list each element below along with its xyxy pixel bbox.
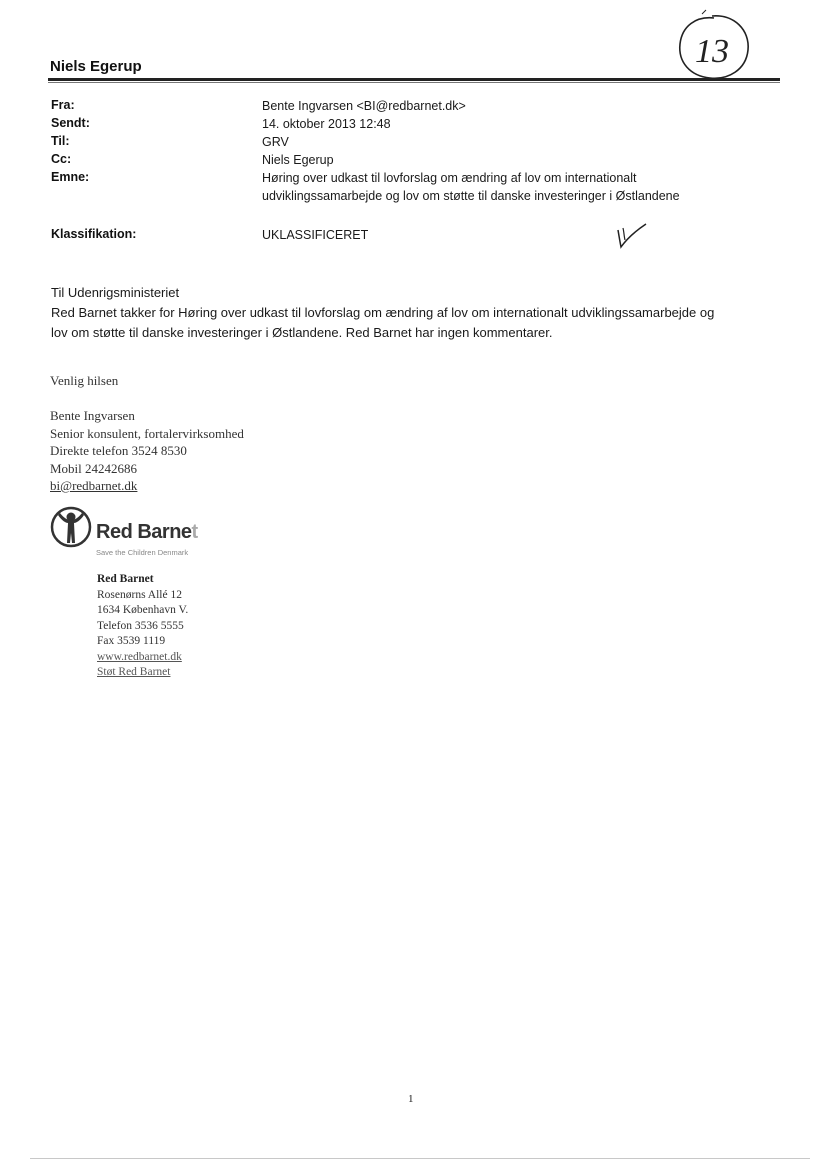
- handwritten-stamp: [672, 6, 752, 86]
- from-value: Bente Ingvarsen <BI@redbarnet.dk>: [262, 99, 466, 113]
- signature-email-link[interactable]: bi@redbarnet.dk: [50, 478, 138, 493]
- organization-name: Red Barnet: [97, 573, 154, 585]
- organization-website-link[interactable]: www.redbarnet.dk: [97, 650, 182, 663]
- cc-value: Niels Egerup: [262, 153, 334, 167]
- classification-label: Klassifikation:: [51, 227, 137, 241]
- page-bottom-edge: [30, 1158, 810, 1159]
- to-value: GRV: [262, 135, 289, 149]
- signature-name: Bente Ingvarsen: [50, 408, 135, 423]
- signature-title: Senior konsulent, fortalervirksomhed: [50, 425, 244, 441]
- email-body: [51, 283, 781, 343]
- logo-wordmark-main: Red Barne: [96, 521, 192, 543]
- organization-phone: Telefon 3536 5555: [97, 619, 184, 632]
- subject-value: Høring over udkast til lovforslag om ændring af lov om internationalt: [262, 171, 637, 185]
- logo-wordmark: [96, 521, 198, 544]
- body-line-1: Til Udenrigsministeriet: [51, 285, 180, 300]
- subject-value-line2: udviklingssamarbejde og lov om støtte til danske investeringer i Østlandene: [262, 189, 680, 203]
- subject-label: Emne:: [51, 170, 90, 184]
- organization-fax: Fax 3539 1119: [97, 635, 166, 647]
- logo-wordmark-last: t: [191, 521, 198, 543]
- logo-tagline: Save the Children Denmark: [96, 548, 189, 557]
- cc-label: Cc:: [51, 152, 72, 166]
- to-label: Til:: [51, 134, 70, 148]
- body-line-3: lov om støtte til danske investeringer i Østlandene. Red Barnet har ingen kommentarer.: [51, 325, 553, 340]
- classification-value: UKLASSIFICERET: [262, 228, 369, 242]
- signature-block: [50, 407, 244, 495]
- sent-value: 14. oktober 2013 12:48: [262, 117, 391, 131]
- handwritten-check-mark: [612, 222, 648, 250]
- organization-block: [97, 572, 188, 681]
- header-divider: [48, 78, 780, 81]
- page-number: 1: [408, 1093, 414, 1105]
- from-label: Fra:: [51, 98, 75, 112]
- sent-label: Sendt:: [51, 116, 90, 130]
- owner-name: Niels Egerup: [50, 58, 142, 75]
- save-the-children-logo-icon: [50, 505, 92, 549]
- organization-address-1: Rosenørns Allé 12: [97, 588, 182, 601]
- organization-address-2: 1634 København V.: [97, 604, 189, 616]
- stamp-number: 13: [695, 33, 729, 70]
- support-link[interactable]: Støt Red Barnet: [97, 666, 171, 678]
- header-divider-thin: [48, 82, 780, 83]
- signature-mobile: Mobil 24242686: [50, 460, 138, 476]
- greeting: Venlig hilsen: [50, 373, 119, 388]
- body-line-2: Red Barnet takker for Høring over udkast til lovforslag om ændring af lov om internationalt udviklingssamarbejde og: [51, 305, 715, 320]
- signature-phone: Direkte telefon 3524 8530: [50, 443, 187, 458]
